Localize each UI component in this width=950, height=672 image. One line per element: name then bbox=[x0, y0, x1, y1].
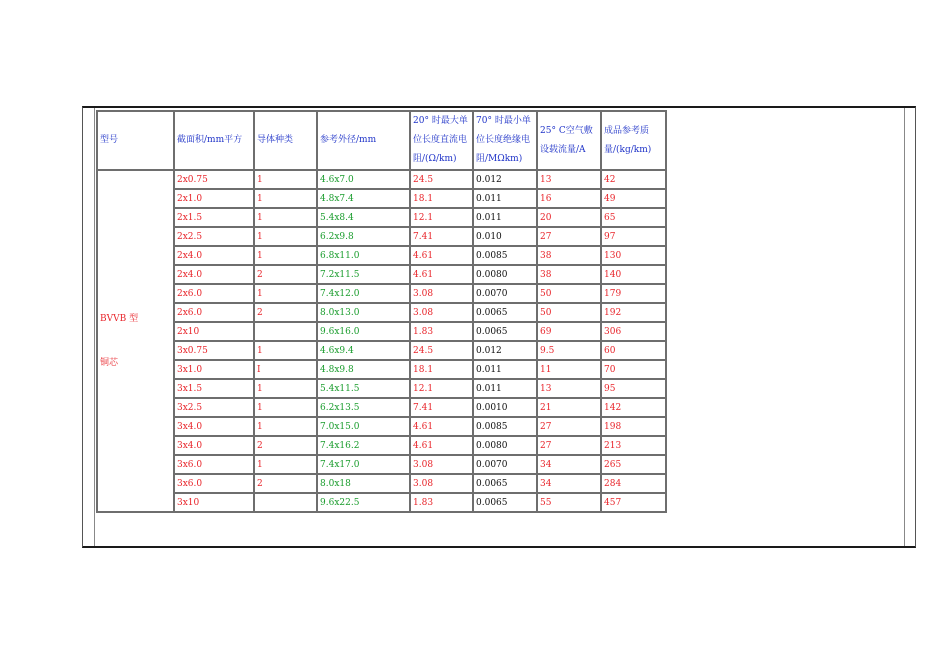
cell-weight: 284 bbox=[601, 474, 666, 493]
header-model: 型号 bbox=[97, 111, 174, 170]
header-insulation: 70° 时最小单位长度绝缘电阻/MΩkm) bbox=[473, 111, 537, 170]
cell-resistance: 4.61 bbox=[410, 436, 473, 455]
cell-weight: 140 bbox=[601, 265, 666, 284]
cell-area: 2x1.0 bbox=[174, 189, 254, 208]
table-row bbox=[97, 493, 666, 512]
cell-conductor: I bbox=[254, 360, 317, 379]
cell-conductor: 2 bbox=[254, 474, 317, 493]
cell-diameter: 4.8x7.4 bbox=[317, 189, 410, 208]
cell-insulation: 0.010 bbox=[473, 227, 537, 246]
cell-resistance: 4.61 bbox=[410, 417, 473, 436]
table-row bbox=[97, 474, 666, 493]
cell-conductor: 1 bbox=[254, 227, 317, 246]
cell-area: 2x6.0 bbox=[174, 303, 254, 322]
cell-resistance: 18.1 bbox=[410, 360, 473, 379]
cell-resistance: 24.5 bbox=[410, 341, 473, 360]
cell-resistance: 1.83 bbox=[410, 493, 473, 512]
table-row bbox=[97, 284, 666, 303]
cell-area: 3x10 bbox=[174, 493, 254, 512]
cell-current: 34 bbox=[537, 455, 601, 474]
cell-weight: 95 bbox=[601, 379, 666, 398]
cell-insulation: 0.0070 bbox=[473, 455, 537, 474]
table-row bbox=[97, 189, 666, 208]
cell-insulation: 0.0065 bbox=[473, 303, 537, 322]
cell-diameter: 5.4x8.4 bbox=[317, 208, 410, 227]
cell-area: 3x4.0 bbox=[174, 436, 254, 455]
cell-resistance: 12.1 bbox=[410, 379, 473, 398]
cell-weight: 306 bbox=[601, 322, 666, 341]
cell-diameter: 4.6x9.4 bbox=[317, 341, 410, 360]
cell-conductor: 2 bbox=[254, 436, 317, 455]
cell-weight: 97 bbox=[601, 227, 666, 246]
cell-resistance: 12.1 bbox=[410, 208, 473, 227]
cell-insulation: 0.0080 bbox=[473, 265, 537, 284]
cell-weight: 265 bbox=[601, 455, 666, 474]
table-row bbox=[97, 436, 666, 455]
cell-area: 2x0.75 bbox=[174, 170, 254, 189]
cell-resistance: 7.41 bbox=[410, 398, 473, 417]
header-area: 截面积/mm平方 bbox=[174, 111, 254, 170]
cell-conductor: 1 bbox=[254, 246, 317, 265]
cell-area: 3x1.5 bbox=[174, 379, 254, 398]
cell-weight: 42 bbox=[601, 170, 666, 189]
cell-area: 2x2.5 bbox=[174, 227, 254, 246]
cell-current: 55 bbox=[537, 493, 601, 512]
table-row bbox=[97, 379, 666, 398]
cell-diameter: 7.4x16.2 bbox=[317, 436, 410, 455]
cell-diameter: 6.2x13.5 bbox=[317, 398, 410, 417]
cell-conductor: 1 bbox=[254, 170, 317, 189]
cell-weight: 457 bbox=[601, 493, 666, 512]
cell-insulation: 0.0085 bbox=[473, 246, 537, 265]
header-weight: 成品参考质量/(kg/km) bbox=[601, 111, 666, 170]
table-row bbox=[97, 322, 666, 341]
table-row bbox=[97, 341, 666, 360]
cell-current: 27 bbox=[537, 227, 601, 246]
model-name: BVVB 型 bbox=[100, 314, 139, 324]
cell-current: 38 bbox=[537, 246, 601, 265]
cell-diameter: 7.2x11.5 bbox=[317, 265, 410, 284]
cell-current: 27 bbox=[537, 436, 601, 455]
cell-insulation: 0.012 bbox=[473, 341, 537, 360]
cell-insulation: 0.0070 bbox=[473, 284, 537, 303]
cell-current: 9.5 bbox=[537, 341, 601, 360]
model-cell bbox=[97, 170, 174, 512]
cell-area: 2x4.0 bbox=[174, 265, 254, 284]
table-row bbox=[97, 265, 666, 284]
cell-area: 3x1.0 bbox=[174, 360, 254, 379]
header-resistance: 20° 时最大单位长度直流电阻/(Ω/km) bbox=[410, 111, 473, 170]
cell-current: 69 bbox=[537, 322, 601, 341]
cell-current: 20 bbox=[537, 208, 601, 227]
cell-resistance: 3.08 bbox=[410, 303, 473, 322]
frame-inner-right-rule bbox=[904, 108, 905, 546]
cell-insulation: 0.0065 bbox=[473, 474, 537, 493]
cell-conductor: 1 bbox=[254, 398, 317, 417]
cell-resistance: 3.08 bbox=[410, 455, 473, 474]
cell-area: 2x4.0 bbox=[174, 246, 254, 265]
cell-conductor: 1 bbox=[254, 341, 317, 360]
cell-area: 2x10 bbox=[174, 322, 254, 341]
cell-resistance: 3.08 bbox=[410, 474, 473, 493]
cell-diameter: 6.8x11.0 bbox=[317, 246, 410, 265]
cell-area: 2x6.0 bbox=[174, 284, 254, 303]
cell-weight: 65 bbox=[601, 208, 666, 227]
cell-diameter: 8.0x13.0 bbox=[317, 303, 410, 322]
cell-insulation: 0.0065 bbox=[473, 493, 537, 512]
cell-conductor: 2 bbox=[254, 303, 317, 322]
cell-weight: 179 bbox=[601, 284, 666, 303]
cell-diameter: 9.6x22.5 bbox=[317, 493, 410, 512]
cell-current: 50 bbox=[537, 303, 601, 322]
cell-diameter: 5.4x11.5 bbox=[317, 379, 410, 398]
cell-current: 34 bbox=[537, 474, 601, 493]
cell-current: 38 bbox=[537, 265, 601, 284]
cell-area: 3x4.0 bbox=[174, 417, 254, 436]
table-row bbox=[97, 417, 666, 436]
cell-resistance: 18.1 bbox=[410, 189, 473, 208]
cell-area: 3x2.5 bbox=[174, 398, 254, 417]
header-conductor: 导体种类 bbox=[254, 111, 317, 170]
cell-weight: 213 bbox=[601, 436, 666, 455]
cell-weight: 70 bbox=[601, 360, 666, 379]
cell-current: 27 bbox=[537, 417, 601, 436]
cell-current: 21 bbox=[537, 398, 601, 417]
cell-conductor: 1 bbox=[254, 284, 317, 303]
cell-resistance: 1.83 bbox=[410, 322, 473, 341]
cell-diameter: 9.6x16.0 bbox=[317, 322, 410, 341]
cell-area: 3x0.75 bbox=[174, 341, 254, 360]
table-row bbox=[97, 170, 666, 189]
cell-current: 50 bbox=[537, 284, 601, 303]
cell-weight: 142 bbox=[601, 398, 666, 417]
cell-diameter: 7.0x15.0 bbox=[317, 417, 410, 436]
cell-resistance: 3.08 bbox=[410, 284, 473, 303]
cell-conductor bbox=[254, 493, 317, 512]
cell-resistance: 7.41 bbox=[410, 227, 473, 246]
cell-weight: 49 bbox=[601, 189, 666, 208]
cell-conductor: 1 bbox=[254, 379, 317, 398]
header-diameter: 参考外径/mm bbox=[317, 111, 410, 170]
cell-insulation: 0.011 bbox=[473, 360, 537, 379]
cell-diameter: 7.4x12.0 bbox=[317, 284, 410, 303]
cell-diameter: 7.4x17.0 bbox=[317, 455, 410, 474]
table-row bbox=[97, 360, 666, 379]
cell-weight: 192 bbox=[601, 303, 666, 322]
cell-insulation: 0.011 bbox=[473, 208, 537, 227]
cell-diameter: 4.6x7.0 bbox=[317, 170, 410, 189]
cell-weight: 130 bbox=[601, 246, 666, 265]
frame-inner-left-rule bbox=[94, 108, 95, 546]
cell-conductor: 1 bbox=[254, 455, 317, 474]
table-row bbox=[97, 208, 666, 227]
cell-current: 16 bbox=[537, 189, 601, 208]
cable-spec-table bbox=[96, 110, 667, 513]
cell-resistance: 24.5 bbox=[410, 170, 473, 189]
cell-current: 13 bbox=[537, 170, 601, 189]
cell-diameter: 4.8x9.8 bbox=[317, 360, 410, 379]
cell-current: 11 bbox=[537, 360, 601, 379]
cell-conductor: 2 bbox=[254, 265, 317, 284]
cell-current: 13 bbox=[537, 379, 601, 398]
cell-area: 2x1.5 bbox=[174, 208, 254, 227]
cell-conductor bbox=[254, 322, 317, 341]
cell-insulation: 0.011 bbox=[473, 189, 537, 208]
cell-area: 3x6.0 bbox=[174, 474, 254, 493]
cell-area: 3x6.0 bbox=[174, 455, 254, 474]
table-row bbox=[97, 227, 666, 246]
cell-insulation: 0.0010 bbox=[473, 398, 537, 417]
table-header-row bbox=[97, 111, 666, 170]
cell-resistance: 4.61 bbox=[410, 246, 473, 265]
cell-conductor: 1 bbox=[254, 189, 317, 208]
table-row bbox=[97, 398, 666, 417]
table-row bbox=[97, 303, 666, 322]
cell-insulation: 0.012 bbox=[473, 170, 537, 189]
cell-diameter: 6.2x9.8 bbox=[317, 227, 410, 246]
cell-conductor: 1 bbox=[254, 417, 317, 436]
header-current: 25° C空气敷设载流量/A bbox=[537, 111, 601, 170]
cell-diameter: 8.0x18 bbox=[317, 474, 410, 493]
model-core: 铜芯 bbox=[100, 358, 119, 368]
cell-resistance: 4.61 bbox=[410, 265, 473, 284]
cell-weight: 198 bbox=[601, 417, 666, 436]
cell-insulation: 0.011 bbox=[473, 379, 537, 398]
table-row bbox=[97, 246, 666, 265]
cell-conductor: 1 bbox=[254, 208, 317, 227]
cell-insulation: 0.0085 bbox=[473, 417, 537, 436]
cell-insulation: 0.0065 bbox=[473, 322, 537, 341]
cell-insulation: 0.0080 bbox=[473, 436, 537, 455]
cell-weight: 60 bbox=[601, 341, 666, 360]
table-row bbox=[97, 455, 666, 474]
